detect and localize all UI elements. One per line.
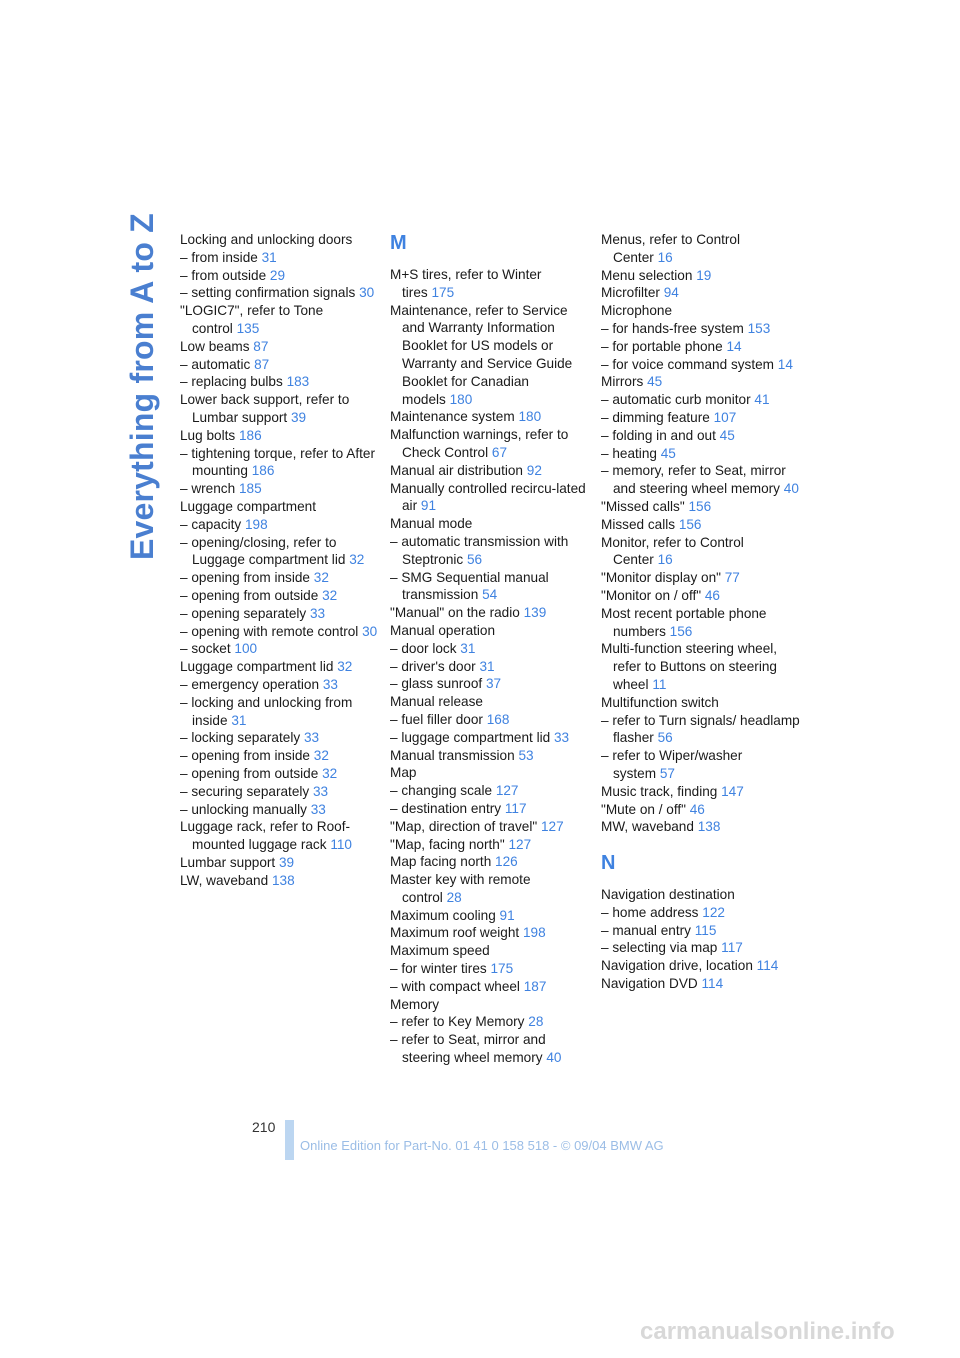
index-entry-text: – from outside bbox=[180, 267, 267, 283]
index-entry bbox=[601, 922, 801, 940]
index-entry bbox=[180, 427, 380, 445]
index-page-link[interactable]: 153 bbox=[747, 320, 771, 336]
index-entry-text: Navigation DVD bbox=[601, 976, 698, 992]
index-entry bbox=[601, 939, 801, 957]
index-page-link[interactable]: 40 bbox=[783, 481, 799, 497]
index-page-link[interactable]: 46 bbox=[689, 801, 705, 817]
index-entry bbox=[601, 783, 801, 801]
index-entry-text: Maintenance system bbox=[390, 409, 515, 425]
index-entry-text: – refer to Seat, mirror and steering wheel memory bbox=[390, 1032, 546, 1066]
index-entry bbox=[601, 569, 801, 587]
index-entry bbox=[180, 516, 380, 534]
index-page-link[interactable]: 30 bbox=[362, 623, 378, 639]
index-entry-text: Low beams bbox=[180, 338, 250, 354]
index-page-link[interactable]: 198 bbox=[522, 925, 546, 941]
index-page-link[interactable]: 33 bbox=[553, 729, 570, 745]
index-entry-text: – SMG Sequential manual transmission bbox=[390, 569, 549, 603]
index-page-link[interactable]: 94 bbox=[663, 285, 679, 301]
index-page-link[interactable]: 33 bbox=[303, 730, 320, 746]
index-entry bbox=[601, 409, 801, 427]
index-page-link[interactable]: 28 bbox=[528, 1014, 544, 1030]
index-entry-text: – heating bbox=[601, 445, 657, 461]
index-page-link[interactable]: 39 bbox=[291, 409, 307, 425]
index-entry-text: Manual mode bbox=[390, 516, 473, 532]
index-page-link[interactable]: 14 bbox=[777, 356, 793, 372]
index-page-link[interactable]: 32 bbox=[349, 552, 365, 568]
index-entry bbox=[601, 747, 801, 783]
index-entry-text: Maximum roof weight bbox=[390, 925, 520, 941]
index-column-2 bbox=[390, 231, 590, 1067]
index-entry bbox=[180, 284, 380, 302]
index-entry-text: Manual operation bbox=[390, 622, 496, 638]
index-entry bbox=[390, 675, 590, 693]
index-entry bbox=[180, 231, 380, 249]
index-page-link[interactable]: 67 bbox=[491, 444, 508, 460]
index-entry-text: Lug bolts bbox=[180, 427, 236, 443]
index-entry bbox=[390, 266, 590, 302]
index-entry-text: – door lock bbox=[390, 640, 457, 656]
index-page-link[interactable]: 33 bbox=[313, 783, 329, 799]
index-entry-text: – refer to Turn signals/ headlamp flasher bbox=[601, 712, 800, 746]
index-page-link[interactable]: 168 bbox=[486, 711, 510, 727]
index-entry bbox=[601, 534, 801, 570]
index-entry bbox=[601, 445, 801, 463]
index-entry-text: – capacity bbox=[180, 516, 242, 532]
index-entry-text: – with compact wheel bbox=[390, 978, 520, 994]
index-entry bbox=[601, 801, 801, 819]
index-entry-text: Navigation destination bbox=[601, 887, 735, 903]
index-entry-text: Luggage compartment lid bbox=[180, 659, 334, 675]
index-page-link[interactable]: 87 bbox=[253, 338, 269, 354]
index-entry-text: – memory, refer to Seat, mirror and steering wheel memory bbox=[601, 463, 786, 497]
index-page-link[interactable]: 138 bbox=[697, 819, 721, 835]
index-entry-text: – setting confirmation signals bbox=[180, 285, 356, 301]
index-page-link[interactable]: 156 bbox=[688, 498, 712, 514]
index-entry bbox=[390, 729, 590, 747]
index-page-link[interactable]: 31 bbox=[460, 640, 476, 656]
index-entry-text: – for voice command system bbox=[601, 356, 775, 372]
index-entry-text: MW, waveband bbox=[601, 819, 694, 835]
index-entry bbox=[601, 320, 801, 338]
index-entry-text: – refer to Key Memory bbox=[390, 1014, 525, 1030]
index-entry-text: "Manual" on the radio bbox=[390, 605, 520, 621]
index-entry bbox=[390, 569, 590, 605]
index-entry bbox=[390, 764, 590, 782]
index-entry-text: Map bbox=[390, 765, 417, 781]
index-entry-text: – luggage compartment lid bbox=[390, 729, 551, 745]
index-entry bbox=[601, 818, 801, 836]
index-page-link[interactable]: 16 bbox=[657, 552, 673, 568]
index-entry bbox=[601, 694, 801, 712]
index-page-link[interactable]: 54 bbox=[482, 587, 498, 603]
index-page-link[interactable]: 147 bbox=[721, 783, 744, 799]
index-entry-text: – from inside bbox=[180, 249, 258, 265]
index-page-link[interactable]: 175 bbox=[490, 961, 514, 977]
index-entry bbox=[180, 765, 380, 783]
index-page-link[interactable]: 175 bbox=[431, 284, 455, 300]
index-page-link[interactable]: 33 bbox=[310, 605, 326, 621]
index-page-link[interactable]: 31 bbox=[261, 249, 277, 265]
index-page-link[interactable]: 180 bbox=[518, 409, 542, 425]
index-entry-text: Missed calls bbox=[601, 516, 676, 532]
index-page-link[interactable]: 139 bbox=[523, 605, 547, 621]
index-entry bbox=[180, 801, 380, 819]
index-entry bbox=[601, 231, 801, 267]
index-entry-text: Luggage rack, refer to Roof-mounted luggage rack bbox=[180, 819, 351, 853]
index-entry-text: – for hands-free system bbox=[601, 320, 744, 336]
index-page-link[interactable]: 30 bbox=[359, 285, 375, 301]
footer-edition-note: Online Edition for Part-No. 01 41 0 158 518 - © 09/04 BMW AG bbox=[300, 1138, 664, 1153]
index-page-link[interactable]: 186 bbox=[251, 463, 275, 479]
index-entry-text: Multifunction switch bbox=[601, 694, 719, 710]
index-entry-text: Manual air distribution bbox=[390, 462, 523, 478]
index-page-link[interactable]: 110 bbox=[330, 837, 352, 853]
index-entry-text: Locking and unlocking doors bbox=[180, 232, 353, 247]
index-entry-text: – automatic curb monitor bbox=[601, 392, 751, 408]
index-entry bbox=[390, 515, 590, 533]
index-entry bbox=[180, 480, 380, 498]
index-entry bbox=[601, 516, 801, 534]
index-entry-text: – fuel filler door bbox=[390, 711, 483, 727]
index-entry-text: "Missed calls" bbox=[601, 498, 685, 514]
index-entry bbox=[180, 854, 380, 872]
index-entry-text: "Monitor display on" bbox=[601, 570, 721, 586]
index-entry-text: "Map, direction of travel" bbox=[390, 818, 538, 834]
index-entry bbox=[180, 356, 380, 374]
index-page-link[interactable]: 183 bbox=[286, 374, 310, 390]
index-entry bbox=[601, 886, 801, 904]
index-entry-text: – for portable phone bbox=[601, 338, 723, 354]
index-entry bbox=[390, 426, 590, 462]
index-entry bbox=[390, 533, 590, 569]
index-entry-text: – glass sunroof bbox=[390, 676, 483, 692]
index-page-link[interactable]: 187 bbox=[523, 978, 547, 994]
index-entry-text: – opening from outside bbox=[180, 765, 319, 781]
index-entry-text: – manual entry bbox=[601, 922, 691, 938]
index-entry-text: LW, waveband bbox=[180, 872, 269, 888]
index-entry bbox=[390, 960, 590, 978]
index-page-link[interactable]: 156 bbox=[669, 623, 693, 639]
index-entry-text: Luggage compartment bbox=[180, 498, 317, 514]
index-page-link[interactable]: 114 bbox=[701, 976, 724, 992]
index-entry-text: "LOGIC7", refer to Tone control bbox=[180, 303, 324, 336]
index-entry bbox=[390, 818, 590, 836]
index-entry-text: – opening from outside bbox=[180, 587, 319, 603]
index-page-link[interactable]: 198 bbox=[245, 516, 268, 532]
index-entry bbox=[601, 267, 801, 285]
index-entry bbox=[601, 957, 801, 975]
index-entry-text: Music track, finding bbox=[601, 783, 718, 799]
index-entry bbox=[390, 800, 590, 818]
index-entry bbox=[390, 640, 590, 658]
index-page-link[interactable]: 32 bbox=[322, 765, 338, 781]
index-entry bbox=[180, 658, 380, 676]
index-entry bbox=[390, 942, 590, 960]
index-entry bbox=[390, 871, 590, 907]
index-entry-text: Multi-function steering wheel, refer to Buttons on steering wheel bbox=[601, 641, 778, 692]
index-page-link[interactable]: 114 bbox=[756, 958, 779, 974]
index-entry-text: – driver's door bbox=[390, 658, 476, 674]
index-page-link[interactable]: 33 bbox=[322, 676, 338, 692]
index-entry bbox=[180, 872, 380, 890]
index-entry bbox=[180, 445, 380, 481]
index-entry-text: – opening from inside bbox=[180, 570, 310, 586]
index-entry bbox=[601, 904, 801, 922]
index-page-link[interactable]: 156 bbox=[678, 516, 702, 532]
index-entry-text: – tightening torque, refer to After mounting bbox=[180, 445, 375, 479]
index-page-link[interactable]: 185 bbox=[238, 481, 262, 497]
index-entry-text: Menu selection bbox=[601, 267, 693, 283]
index-page-link[interactable]: 33 bbox=[310, 801, 326, 817]
index-page-link[interactable]: 31 bbox=[479, 658, 495, 674]
index-entry bbox=[180, 640, 380, 658]
index-entry bbox=[180, 391, 380, 427]
index-page-link[interactable]: 32 bbox=[337, 659, 353, 675]
index-entry-text: – replacing bulbs bbox=[180, 374, 283, 390]
index-page-link[interactable]: 127 bbox=[495, 783, 519, 799]
index-page-link[interactable]: 41 bbox=[754, 392, 770, 408]
index-letter-heading: N bbox=[601, 852, 616, 875]
index-entry bbox=[390, 711, 590, 729]
index-entry bbox=[390, 462, 590, 480]
index-entry-text: – refer to Wiper/washer system bbox=[601, 748, 743, 781]
section-side-title bbox=[118, 213, 160, 560]
index-entry bbox=[390, 1031, 590, 1067]
index-page-link[interactable]: 57 bbox=[659, 765, 675, 781]
index-entry bbox=[390, 924, 590, 942]
index-entry-text: Lower back support, refer to Lumbar support bbox=[180, 392, 350, 425]
index-entry-text: Navigation drive, location bbox=[601, 958, 753, 974]
index-entry bbox=[180, 498, 380, 516]
index-entry-text: – wrench bbox=[180, 481, 236, 497]
index-entry-text: – dimming feature bbox=[601, 409, 710, 425]
index-entry bbox=[601, 587, 801, 605]
index-page-link[interactable]: 127 bbox=[508, 836, 532, 852]
index-entry-text: Master key with remote control bbox=[390, 872, 531, 905]
index-page-link[interactable]: 127 bbox=[540, 818, 564, 834]
index-entry bbox=[390, 480, 590, 516]
index-entry bbox=[390, 622, 590, 640]
index-page-link[interactable]: 31 bbox=[231, 712, 247, 728]
index-entry-text: – unlocking manually bbox=[180, 801, 307, 817]
index-entry-text: Maximum speed bbox=[390, 943, 490, 959]
index-page-link[interactable]: 45 bbox=[647, 374, 663, 390]
index-entry-text: Microfilter bbox=[601, 285, 660, 301]
index-page-link[interactable]: 56 bbox=[467, 551, 483, 567]
index-entry bbox=[390, 408, 590, 426]
index-page-link[interactable]: 77 bbox=[724, 570, 740, 586]
index-page-link[interactable]: 45 bbox=[660, 445, 676, 461]
index-entry bbox=[390, 693, 590, 711]
index-entry bbox=[180, 818, 380, 854]
index-page-link[interactable]: 32 bbox=[322, 587, 338, 603]
index-entry-text: – emergency operation bbox=[180, 676, 320, 692]
index-entry bbox=[180, 534, 380, 570]
index-entry bbox=[180, 338, 380, 356]
index-entry-text: – locking and unlocking from inside bbox=[180, 694, 353, 728]
index-entry bbox=[180, 783, 380, 801]
index-entry bbox=[390, 302, 590, 409]
index-entry bbox=[180, 249, 380, 267]
index-entry-text: Malfunction warnings, refer to Check Control bbox=[390, 427, 569, 460]
index-entry-text: Lumbar support bbox=[180, 854, 276, 870]
index-entry bbox=[180, 587, 380, 605]
index-page-link[interactable]: 126 bbox=[495, 854, 518, 870]
index-entry-text: Maximum cooling bbox=[390, 907, 496, 923]
index-page-link[interactable]: 46 bbox=[704, 587, 720, 603]
index-page-link[interactable]: 117 bbox=[504, 800, 527, 816]
index-page-link[interactable]: 138 bbox=[271, 872, 295, 888]
index-entry-text: Memory bbox=[390, 996, 440, 1012]
index-entry bbox=[601, 302, 801, 320]
index-page-link[interactable]: 19 bbox=[696, 267, 712, 283]
index-page-link[interactable]: 37 bbox=[485, 676, 502, 692]
index-entry-text: – destination entry bbox=[390, 800, 502, 816]
footer-accent-bar bbox=[285, 1120, 294, 1160]
index-page-link[interactable]: 32 bbox=[313, 748, 329, 764]
index-entry-text: – locking separately bbox=[180, 730, 301, 746]
index-entry-text: "Mute on / off" bbox=[601, 801, 686, 817]
index-entry-text: Manual release bbox=[390, 694, 483, 710]
index-entry bbox=[390, 853, 590, 871]
index-entry-text: – opening/closing, refer to Luggage compartment lid bbox=[180, 534, 346, 568]
index-entry bbox=[390, 978, 590, 996]
index-page-link[interactable]: 87 bbox=[254, 356, 270, 372]
index-entry-text: Menus, refer to Control Center bbox=[601, 232, 741, 265]
index-entry bbox=[601, 427, 801, 445]
index-column-1 bbox=[180, 231, 380, 889]
index-entry bbox=[180, 605, 380, 623]
index-page-link[interactable]: 135 bbox=[236, 320, 260, 336]
index-page-link[interactable]: 115 bbox=[694, 922, 717, 938]
index-page-link[interactable]: 186 bbox=[238, 427, 262, 443]
page-number: 210 bbox=[252, 1119, 276, 1135]
index-entry-text: Map facing north bbox=[390, 854, 492, 870]
index-entry bbox=[601, 640, 801, 693]
index-entry bbox=[180, 373, 380, 391]
index-column-3 bbox=[601, 231, 801, 993]
index-entry-text: "Monitor on / off" bbox=[601, 587, 702, 603]
index-entry-text: – opening separately bbox=[180, 605, 307, 621]
index-page-link[interactable]: 92 bbox=[526, 462, 542, 478]
index-page-link[interactable]: 107 bbox=[713, 409, 737, 425]
index-page-link[interactable]: 117 bbox=[721, 940, 743, 956]
index-page-link[interactable]: 29 bbox=[269, 267, 286, 283]
index-entry bbox=[180, 676, 380, 694]
index-entry-text: Microphone bbox=[601, 303, 673, 319]
index-page-link[interactable]: 16 bbox=[657, 249, 673, 265]
index-entry bbox=[601, 338, 801, 356]
index-page-link[interactable]: 39 bbox=[279, 854, 295, 870]
index-entry-text: – automatic transmission with Steptronic bbox=[390, 533, 569, 567]
index-entry bbox=[390, 907, 590, 925]
index-page-link[interactable]: 28 bbox=[446, 889, 462, 905]
index-entry bbox=[601, 498, 801, 516]
index-page-link[interactable]: 40 bbox=[546, 1050, 562, 1066]
index-entry bbox=[390, 604, 590, 622]
index-page-link[interactable]: 180 bbox=[449, 391, 473, 407]
index-entry bbox=[390, 747, 590, 765]
index-entry bbox=[601, 391, 801, 409]
index-page-link[interactable]: 45 bbox=[719, 427, 735, 443]
index-page-link[interactable]: 91 bbox=[420, 498, 437, 514]
index-entry bbox=[180, 569, 380, 587]
index-page-link[interactable]: 100 bbox=[234, 641, 258, 657]
index-entry-text: – changing scale bbox=[390, 783, 493, 799]
index-entry-text: – opening with remote control bbox=[180, 623, 359, 639]
index-entry-text: – opening from inside bbox=[180, 748, 310, 764]
index-entry-text: Maintenance, refer to Service and Warranty Information Booklet for US models or Warranty and Service Guide Booklet for Canadian models bbox=[390, 302, 573, 407]
index-entry-text: Manually controlled recircu-lated air bbox=[390, 480, 586, 514]
index-entry bbox=[180, 302, 380, 338]
index-entry bbox=[390, 1013, 590, 1031]
index-page-link[interactable]: 32 bbox=[313, 570, 329, 586]
index-entry bbox=[601, 462, 801, 498]
index-entry-text: Mirrors bbox=[601, 374, 644, 390]
index-entry-text: "Map, facing north" bbox=[390, 836, 505, 852]
index-entry-text: – automatic bbox=[180, 356, 251, 372]
index-entry bbox=[601, 356, 801, 374]
index-entry-text: Monitor, refer to Control Center bbox=[601, 534, 744, 568]
index-page-link[interactable]: 56 bbox=[657, 730, 673, 746]
index-entry bbox=[180, 729, 380, 747]
index-page-link[interactable]: 122 bbox=[702, 904, 725, 920]
index-page-link[interactable]: 11 bbox=[652, 676, 667, 692]
index-page-link[interactable]: 14 bbox=[726, 338, 742, 354]
index-entry-text: – selecting via map bbox=[601, 940, 718, 956]
index-entry-text: Most recent portable phone numbers bbox=[601, 605, 767, 639]
index-entry-text: – securing separately bbox=[180, 783, 310, 799]
index-entry-text: Manual transmission bbox=[390, 747, 515, 763]
index-letter-heading: M bbox=[390, 232, 407, 254]
index-entry bbox=[180, 267, 380, 285]
index-entry bbox=[180, 694, 380, 730]
index-entry-text: – folding in and out bbox=[601, 427, 716, 443]
index-entry-text: – for winter tires bbox=[390, 961, 487, 977]
index-entry-text: M+S tires, refer to Winter tires bbox=[390, 267, 542, 300]
section-side-title-text: Everything from A to Z bbox=[124, 213, 160, 560]
index-entry bbox=[390, 996, 590, 1014]
index-page-link[interactable]: 53 bbox=[518, 747, 534, 763]
index-entry bbox=[180, 623, 380, 641]
index-entry bbox=[390, 782, 590, 800]
watermark: carmanualsonline.info bbox=[640, 1318, 895, 1345]
index-page-link[interactable]: 91 bbox=[499, 907, 515, 923]
index-entry bbox=[601, 712, 801, 748]
index-entry bbox=[390, 836, 590, 854]
index-entry-text: – home address bbox=[601, 904, 699, 920]
index-entry bbox=[601, 373, 801, 391]
index-entry-text: – socket bbox=[180, 641, 231, 657]
index-entry bbox=[601, 605, 801, 641]
index-entry bbox=[601, 284, 801, 302]
index-entry bbox=[601, 975, 801, 993]
index-entry bbox=[390, 658, 590, 676]
index-entry bbox=[180, 747, 380, 765]
